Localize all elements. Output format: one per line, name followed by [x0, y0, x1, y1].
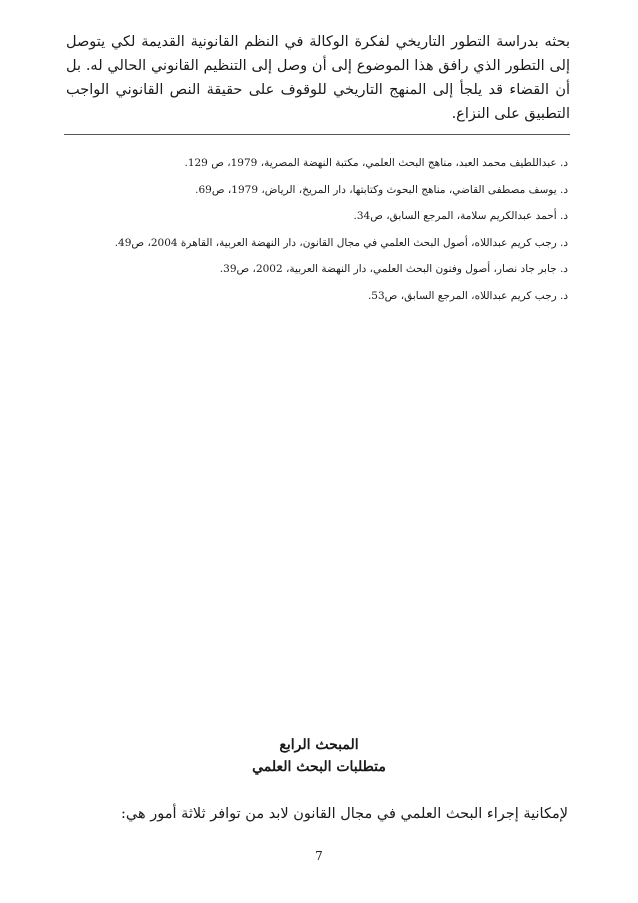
page-number: 7 [315, 849, 323, 863]
section-subtitle: متطلبات البحث العلمي [252, 759, 386, 775]
section-heading [0, 734, 638, 778]
footnote-item: د. رجب كريم عبداللاه، أصول البحث العلمي في مجال القانون، دار النهضة العربية، القاهرة 2004، ص49. [114, 236, 568, 249]
footnote-item: د. أحمد عبدالكريم سلامة، المرجع السابق، ص34. [353, 210, 568, 223]
footnotes-list [64, 150, 568, 310]
footnote-item: د. رجب كريم عبداللاه، المرجع السابق، ص53. [367, 289, 568, 302]
footnote-item: د. يوسف مصطفى القاضي، مناهج البحوث وكتابتها، دار المريخ، الرياض، 1979، ص69. [195, 183, 568, 196]
body-paragraph-block [66, 30, 570, 126]
body-paragraph: بحثه بدراسة التطور التاريخي لفكرة الوكالة في النظم القانونية القديمة لكي يتوصل إلى التطور الذي رافق هذا الموضوع إلى أن وصل إلى التنظيم القانوني الحالي له. بل أن القضاء قد يلجأ إلى المنهج التاريخي للوقوف على حقيقة النص القانوني الواجب التطبيق على النزاع. [66, 34, 570, 122]
footnote-item: د. عبداللطيف محمد العبد، مناهج البحث العلمي، مكتبة النهضة المصرية، 1979، ص 129. [184, 157, 568, 169]
section-intro-text: لإمكانية إجراء البحث العلمي في مجال القانون لابد من توافر ثلاثة أمور هي: [120, 806, 568, 822]
footnote-separator [64, 134, 570, 135]
section-number-title: المبحث الرابع [279, 737, 359, 753]
footnote-item: د. جابر جاد نصار، أصول وفنون البحث العلمي، دار النهضة العربية، 2002، ص39. [219, 263, 568, 276]
